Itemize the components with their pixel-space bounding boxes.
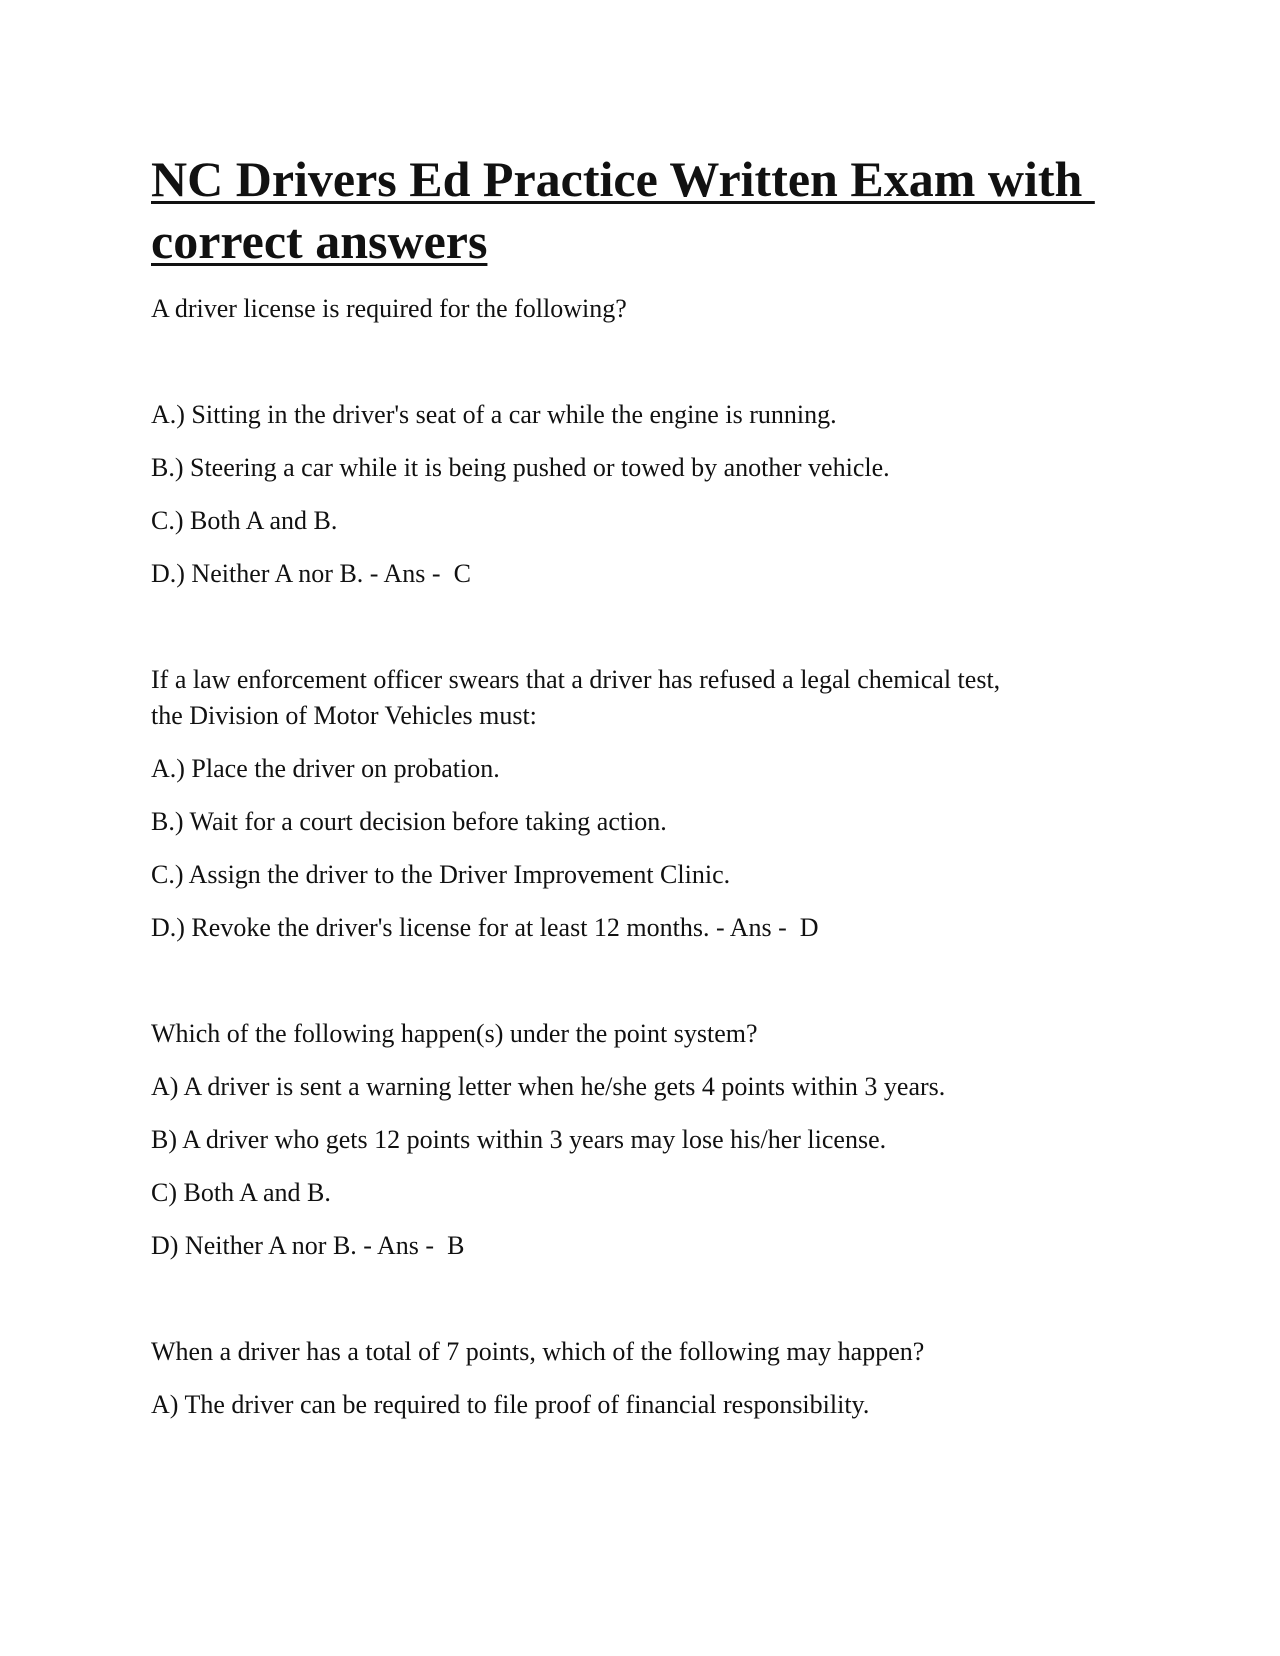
question-1-option-d-answer: D.) Neither A nor B. - Ans - C [151,559,471,588]
question-2-option-c: C.) Assign the driver to the Driver Improvement Clinic. [151,860,731,889]
question-1: A driver license is required for the following? [151,294,627,323]
question-2-option-d-answer: D.) Revoke the driver's license for at least 12 months. - Ans - D [151,913,819,942]
question-2-block [151,662,1131,946]
question-2-option-b: B.) Wait for a court decision before taking action. [151,807,667,836]
document-page [151,148,1131,1423]
question-3-option-b: B) A driver who gets 12 points within 3 years may lose his/her license. [151,1125,887,1154]
question-2-line-2: the Division of Motor Vehicles must: [151,701,537,730]
question-3-option-c: C) Both A and B. [151,1178,331,1207]
document-title [151,148,1131,272]
question-3-option-a: A) A driver is sent a warning letter when he/she gets 4 points within 3 years. [151,1072,946,1101]
question-4: When a driver has a total of 7 points, which of the following may happen? [151,1337,925,1366]
question-2-option-a: A.) Place the driver on probation. [151,754,500,783]
question-2-line-1: If a law enforcement officer swears that a driver has refused a legal chemical test, [151,665,1001,694]
question-1-option-b: B.) Steering a car while it is being pushed or towed by another vehicle. [151,453,890,482]
question-1-option-c: C.) Both A and B. [151,506,338,535]
question-3-block [151,1016,1131,1264]
title-line-1: NC Drivers Ed Practice Written Exam with [151,151,1095,207]
title-line-2: correct answers [151,213,488,269]
question-1-option-a: A.) Sitting in the driver's seat of a car while the engine is running. [151,400,837,429]
question-2 [151,662,1131,734]
question-3-option-d-answer: D) Neither A nor B. - Ans - B [151,1231,465,1260]
question-3: Which of the following happen(s) under the point system? [151,1019,758,1048]
question-4-option-a: A) The driver can be required to file proof of financial responsibility. [151,1390,870,1419]
question-4-block [151,1334,1131,1423]
question-1-options [151,397,1131,592]
